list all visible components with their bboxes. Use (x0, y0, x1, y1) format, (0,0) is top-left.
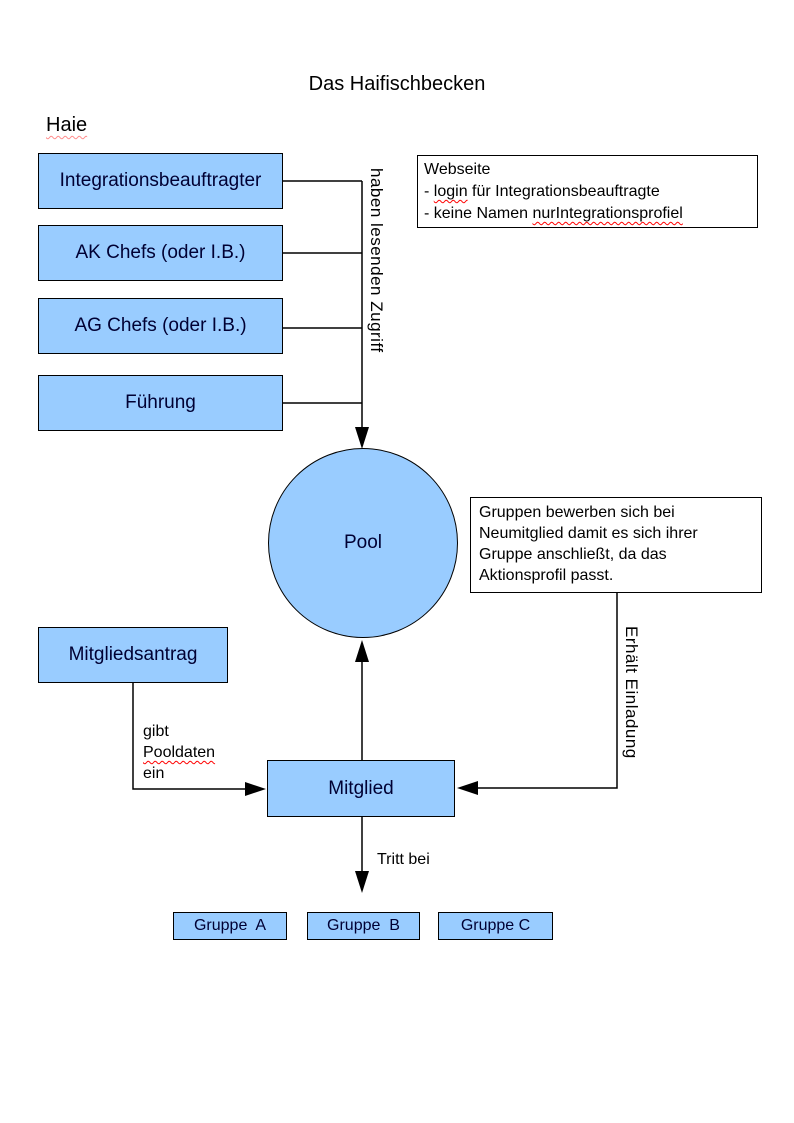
website-note-line: - login für Integrationsbeauftragte (424, 183, 660, 200)
group-box-c (438, 912, 553, 940)
join-edge-label: Tritt bei (377, 851, 430, 868)
shark-box-ak-chefs (38, 225, 283, 281)
misspelled-word: login (433, 183, 468, 200)
read-access-connector (283, 181, 362, 444)
website-note (417, 155, 758, 228)
pool-circle (268, 448, 458, 638)
diagram-title: Das Haifischbecken (308, 73, 486, 95)
shark-box-label: Integrationsbeauftragter (59, 170, 262, 191)
pool-label: Pool (343, 532, 383, 553)
arrowhead-into-member-left (245, 782, 266, 796)
arrowhead-join-groups (355, 871, 369, 893)
membership-application-box (38, 627, 228, 683)
arrowhead-member-to-pool (355, 640, 369, 662)
shark-box-fuehrung (38, 375, 283, 431)
invitation-connector (478, 593, 617, 788)
member-label: Mitglied (328, 777, 394, 799)
invitation-edge-label: Erhält Einladung (622, 626, 641, 759)
shark-box-ag-chefs (38, 298, 283, 354)
misspelled-word: Pooldaten (143, 744, 216, 761)
groups-apply-note: Gruppen bewerben sich bei Neumitglied damit es sich ihrer Gruppe anschließt, da das Aktionsprofil passt. (470, 497, 762, 593)
group-label: Gruppe C (460, 917, 531, 934)
shark-box-label: AG Chefs (oder I.B.) (74, 315, 247, 336)
group-label: Gruppe A (193, 917, 267, 934)
shark-box-label: Führung (125, 392, 196, 413)
shark-box-integrationsbeauftragter (38, 153, 283, 209)
read-access-edge-label: haben lesenden Zugriff (367, 168, 386, 353)
group-label: Gruppe B (327, 917, 400, 934)
pooldata-edge-label: gibt Pooldaten ein (143, 723, 216, 782)
website-note-line: Webseite (424, 161, 491, 178)
member-box (267, 760, 455, 817)
shark-box-label: AK Chefs (oder I.B.) (75, 242, 246, 263)
group-box-b (307, 912, 420, 940)
arrowhead-into-member-right (457, 781, 478, 795)
website-note-line: - keine Namen nurIntegrationsprofiel (424, 205, 683, 222)
arrowhead-into-pool (355, 427, 369, 449)
membership-application-label: Mitgliedsantrag (68, 644, 198, 665)
misspelled-word: nurIntegrationsprofiel (532, 205, 683, 222)
sharks-heading: Haie (46, 114, 88, 136)
group-box-a (173, 912, 287, 940)
